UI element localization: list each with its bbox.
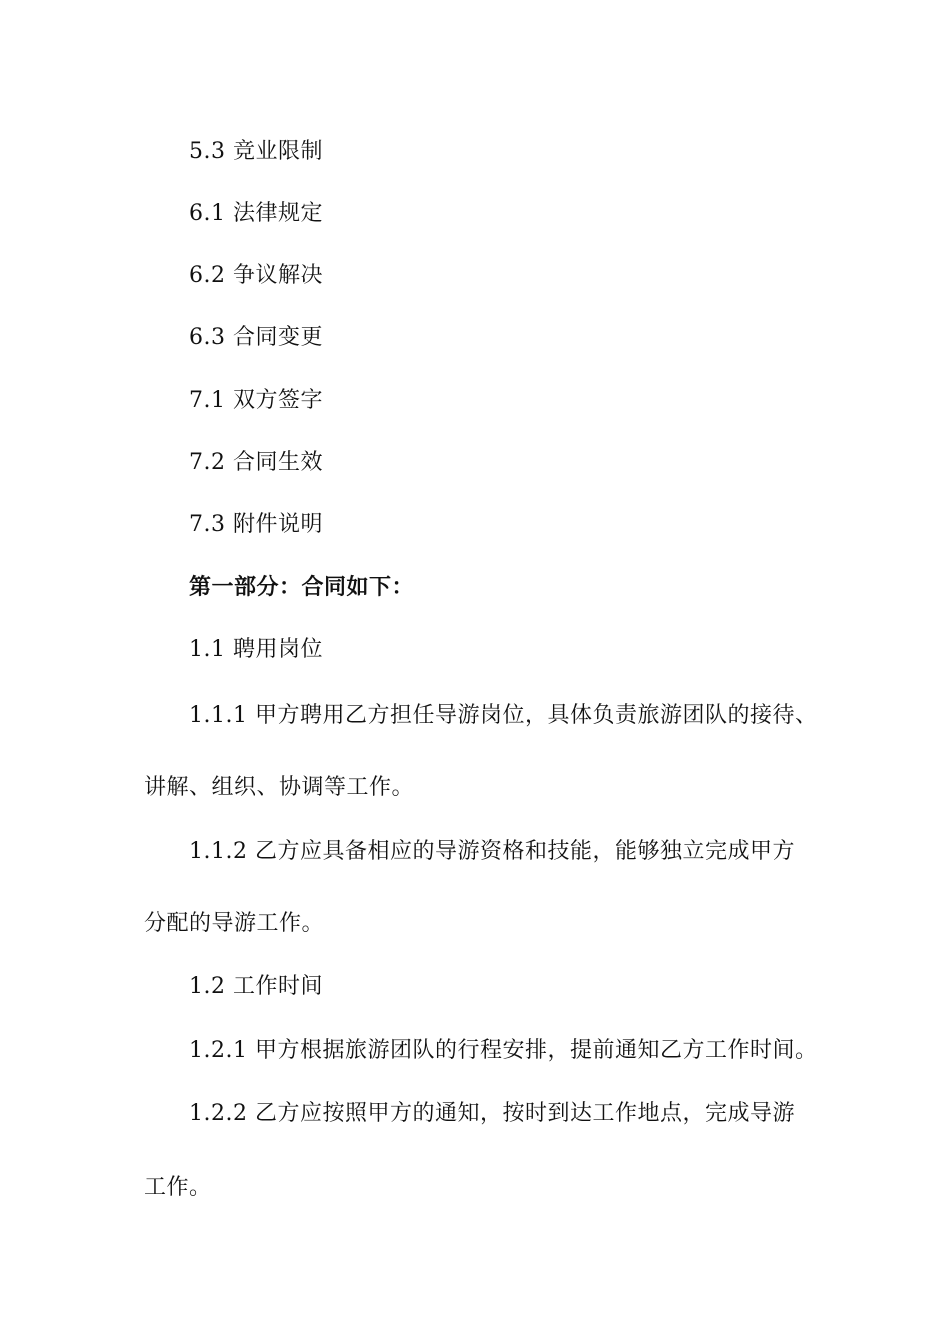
clause-1-2-2-line2: 工作。 (144, 1175, 212, 1200)
clause-1-1-1-line2: 讲解、组织、协调等工作。 (144, 775, 415, 800)
toc-item-6-3: 6.3 合同变更 (189, 325, 323, 350)
clause-1-2-title: 1.2 工作时间 (189, 974, 323, 999)
clause-1-1-title: 1.1 聘用岗位 (189, 637, 323, 662)
toc-item-6-1: 6.1 法律规定 (189, 201, 323, 226)
clause-1-2-1: 1.2.1 甲方根据旅游团队的行程安排，提前通知乙方工作时间。 (189, 1038, 818, 1063)
toc-item-7-1: 7.1 双方签字 (189, 388, 323, 413)
toc-item-7-3: 7.3 附件说明 (189, 512, 323, 537)
clause-1-1-2-line2: 分配的导游工作。 (144, 911, 325, 936)
clause-1-2-2-line1: 1.2.2 乙方应按照甲方的通知，按时到达工作地点，完成导游 (189, 1101, 795, 1126)
section-heading: 第一部分：合同如下： (189, 575, 415, 600)
toc-item-5-3: 5.3 竞业限制 (189, 139, 323, 164)
toc-item-6-2: 6.2 争议解决 (189, 263, 323, 288)
clause-1-1-2-line1: 1.1.2 乙方应具备相应的导游资格和技能，能够独立完成甲方 (189, 839, 795, 864)
clause-1-1-1-line1: 1.1.1 甲方聘用乙方担任导游岗位，具体负责旅游团队的接待、 (189, 703, 818, 728)
toc-item-7-2: 7.2 合同生效 (189, 450, 323, 475)
